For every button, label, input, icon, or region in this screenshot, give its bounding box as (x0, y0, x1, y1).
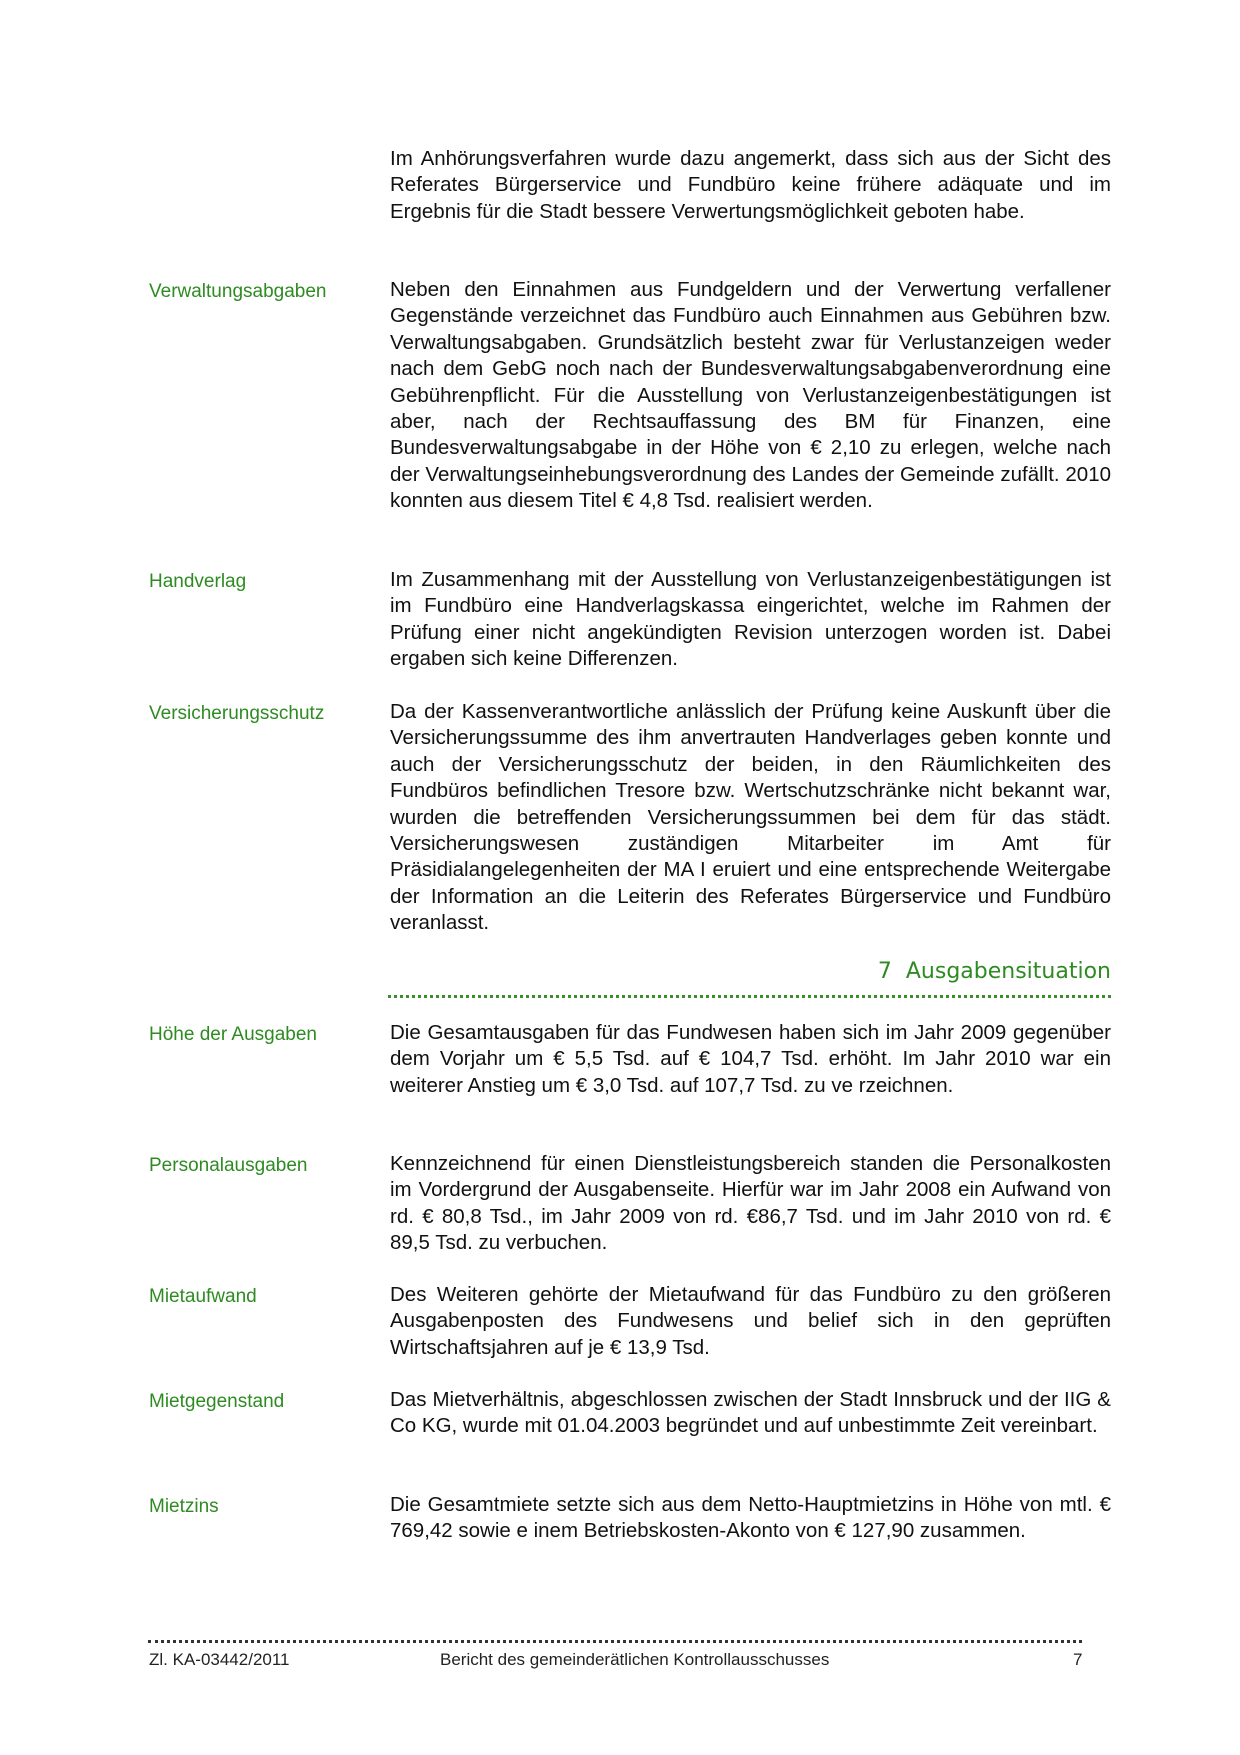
section-paragraph: Kennzeichnend für einen Dienstleistungsbereich standen die Personalkosten im Vordergrund der Ausgabenseite. Hierfür war im Jahr 2008 ein Aufwand von rd. € 80,8 Tsd., im Jahr 2009 von rd. €86,7 Tsd. und im Jahr 2010 von rd. € 89,5 Tsd. zu verbuchen. (390, 1152, 1111, 1255)
intro-paragraph: Im Anhörungsverfahren wurde dazu angemerkt, dass sich aus der Sicht des Referates Bürgerservice und Fundbüro keine frühere adäquate und im Ergebnis für die Stadt bessere Verwertungsmöglichkeit geboten habe. (390, 147, 1111, 223)
footer-rule (148, 1640, 1082, 1643)
margin-label: Personalausgaben (149, 1155, 308, 1176)
margin-label: Versicherungsschutz (149, 703, 325, 724)
margin-label: Mietgegenstand (149, 1391, 285, 1412)
section-paragraph: Des Weiteren gehörte der Mietaufwand für das Fundbüro zu den größeren Ausgabenposten des Fundwesens und belief sich in den geprüften Wirtschaftsjahren auf je € 13,9 Tsd. (390, 1283, 1111, 1359)
section-paragraph: Im Zusammenhang mit der Ausstellung von Verlustanzeigenbestätigungen ist im Fundbüro eine Handverlagskassa eingerichtet, welche im Rahmen der Prüfung einer nicht angekündigten Revision unterzogen worden ist. Dabei ergaben sich keine Differenzen. (390, 568, 1111, 671)
section-paragraph: Neben den Einnahmen aus Fundgeldern und der Verwertung verfallener Gegenstände verzeichnet das Fundbüro auch Einnahmen aus Gebühren bzw. Verwaltungsabgaben. Grundsätzlich besteht zwar für Verlustanzeigen weder nach dem GebG noch nach der Bundesverwaltungsabgabenverordnung eine Gebührenpflicht. Für die Ausstellung von Verlustanzeigenbestätigungen ist aber, nach der Rechtsauffassung des BM für Finanzen, eine Bundesverwaltungsabgabe in der Höhe von € 2,10 zu erlegen, welche nach der Verwaltungseinhebungsverordnung des Landes der Gemeinde zufällt. 2010 konnten aus diesem Titel € 4,8 Tsd. realisiert werden. (390, 278, 1111, 513)
section-paragraph: Das Mietverhältnis, abgeschlossen zwischen der Stadt Innsbruck und der IIG & Co KG, wurde mit 01.04.2003 begründet und auf unbestimmte Zeit vereinbart. (390, 1388, 1111, 1438)
margin-label: Verwaltungsabgaben (149, 281, 327, 302)
section-number: 7 (877, 959, 892, 984)
section-heading (388, 955, 1111, 998)
section-paragraph: Die Gesamtmiete setzte sich aus dem Netto-Hauptmietzins in Höhe von mtl. € 769,42 sowie e inem Betriebskosten-Akonto von € 127,90 zusammen. (390, 1493, 1111, 1543)
footer-reference: Zl. KA-03442/2011 (149, 1650, 290, 1669)
footer-page-number: 7 (1073, 1650, 1083, 1669)
margin-label: Mietzins (149, 1496, 219, 1517)
section-paragraph: Die Gesamtausgaben für das Fundwesen haben sich im Jahr 2009 gegenüber dem Vorjahr um € 5,5 Tsd. auf € 104,7 Tsd. erhöht. Im Jahr 2010 war ein weiterer Anstieg um € 3,0 Tsd. auf 107,7 Tsd. zu ve rzeichnen. (390, 1021, 1111, 1097)
margin-label: Höhe der Ausgaben (149, 1024, 317, 1045)
margin-label: Mietaufwand (149, 1286, 257, 1307)
section-heading-text (878, 959, 1111, 984)
footer-title: Bericht des gemeinderätlichen Kontrollausschusses (440, 1650, 830, 1669)
section-paragraph: Da der Kassenverantwortliche anlässlich der Prüfung keine Auskunft über die Versicherungssumme des ihm anvertrauten Handverlages geben konnte und auch der Versicherungsschutz der beiden, in den Räumlichkeiten des Fundbüros befindlichen Tresore bzw. Wertschutzschränke nicht bekannt war, wurden die betreffenden Versicherungssummen bei dem für das städt. Versicherungswesen zuständigen Mitarbeiter im Amt für Präsidialangelegenheiten der MA I eruiert und eine entsprechende Weitergabe der Information an die Leiterin des Referates Bürgerservice und Fundbüro veranlasst. (390, 700, 1111, 935)
section-title: Ausgabensituation (905, 959, 1111, 984)
margin-label: Handverlag (149, 571, 247, 592)
